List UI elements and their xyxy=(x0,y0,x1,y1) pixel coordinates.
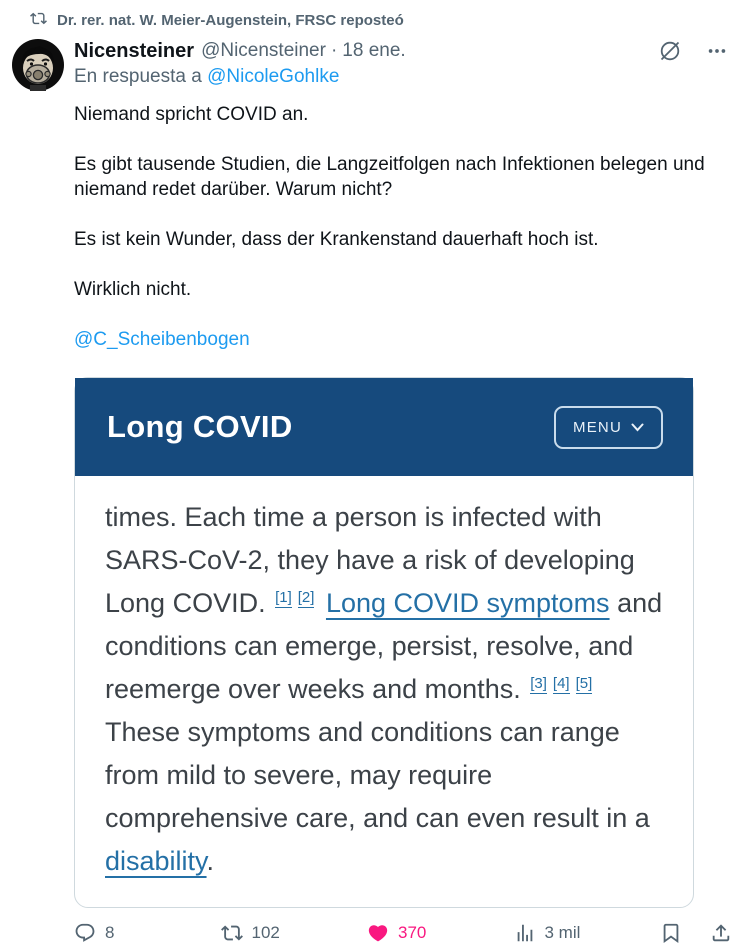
tweet-paragraph: Es gibt tausende Studien, die Langzeitfolgen nach Infektionen belegen und niemand redet darüber. Warum nicht? xyxy=(74,154,705,200)
citation-link-5[interactable]: [5] xyxy=(575,675,593,692)
like-button[interactable] xyxy=(367,922,514,944)
grok-icon[interactable] xyxy=(658,39,682,63)
site-text-segment: . xyxy=(206,846,215,876)
tweet-text xyxy=(74,102,734,352)
bookmark-button[interactable] xyxy=(660,922,682,944)
reply-button[interactable] xyxy=(74,922,221,944)
share-icon xyxy=(710,922,732,944)
site-text-segment: and conditions can emerge, persist, resolve, and reemerge over weeks and months. xyxy=(105,588,663,704)
chevron-down-icon xyxy=(631,419,644,436)
repost-banner[interactable] xyxy=(12,10,734,31)
tweet-paragraph: Es ist kein Wunder, dass der Krankenstand dauerhaft hoch ist. xyxy=(74,229,599,250)
site-card-text xyxy=(75,476,693,907)
bookmark-icon xyxy=(660,922,682,944)
tweet-header xyxy=(74,39,734,63)
views-button[interactable] xyxy=(514,922,661,944)
reply-icon xyxy=(74,922,96,944)
citation-link-4[interactable]: [4] xyxy=(552,675,570,692)
site-menu-label: MENU xyxy=(573,418,622,436)
citation-link-2[interactable]: [2] xyxy=(297,589,315,606)
site-card-title: Long COVID xyxy=(107,409,293,444)
reply-context-prefix: En respuesta a xyxy=(74,66,202,87)
citation-link-3[interactable]: [3] xyxy=(530,675,547,692)
tweet-mention[interactable]: @C_Scheibenbogen xyxy=(74,329,250,350)
view-count: 3 mil xyxy=(544,923,581,942)
more-options-icon[interactable] xyxy=(706,40,728,62)
tweet-actions xyxy=(74,922,734,944)
reply-context-mention[interactable]: @NicoleGohlke xyxy=(207,66,340,87)
disability-link[interactable]: disability xyxy=(105,846,207,876)
site-text-segment: times. Each time a person is infected with SARS-CoV-2, they have a risk of developing Long COVID. xyxy=(105,502,635,618)
author-name[interactable]: Nicensteiner xyxy=(74,40,195,62)
like-count: 370 xyxy=(398,923,427,942)
repost-banner-label: Dr. rer. nat. W. Meier-Augenstein, FRSC reposteó xyxy=(57,12,404,29)
repost-count: 102 xyxy=(251,923,280,942)
heart-icon xyxy=(367,922,389,944)
site-text-segment: These symptoms and conditions can range from mild to severe, may require comprehensive care, and can even result in a xyxy=(105,717,650,833)
long-covid-symptoms-link[interactable]: Long COVID symptoms xyxy=(325,588,610,618)
reply-context xyxy=(74,66,734,88)
avatar[interactable] xyxy=(12,39,64,91)
site-menu-button[interactable] xyxy=(554,406,663,449)
tweet-timestamp[interactable]: 18 ene. xyxy=(342,40,406,61)
tweet-paragraph: Niemand spricht COVID an. xyxy=(74,104,309,125)
tweet-paragraph: Wirklich nicht. xyxy=(74,279,192,300)
meta-separator: · xyxy=(330,40,338,61)
site-card-header xyxy=(75,378,693,476)
repost-button[interactable] xyxy=(221,922,368,944)
author-handle[interactable]: @Nicensteiner xyxy=(201,40,326,61)
analytics-icon xyxy=(514,922,536,944)
citation-link-1[interactable]: [1] xyxy=(275,589,292,606)
repost-icon xyxy=(30,10,47,31)
repost-icon xyxy=(221,922,243,944)
share-button[interactable] xyxy=(710,922,732,944)
embedded-site-card[interactable] xyxy=(74,377,694,908)
reply-count: 8 xyxy=(105,923,115,942)
